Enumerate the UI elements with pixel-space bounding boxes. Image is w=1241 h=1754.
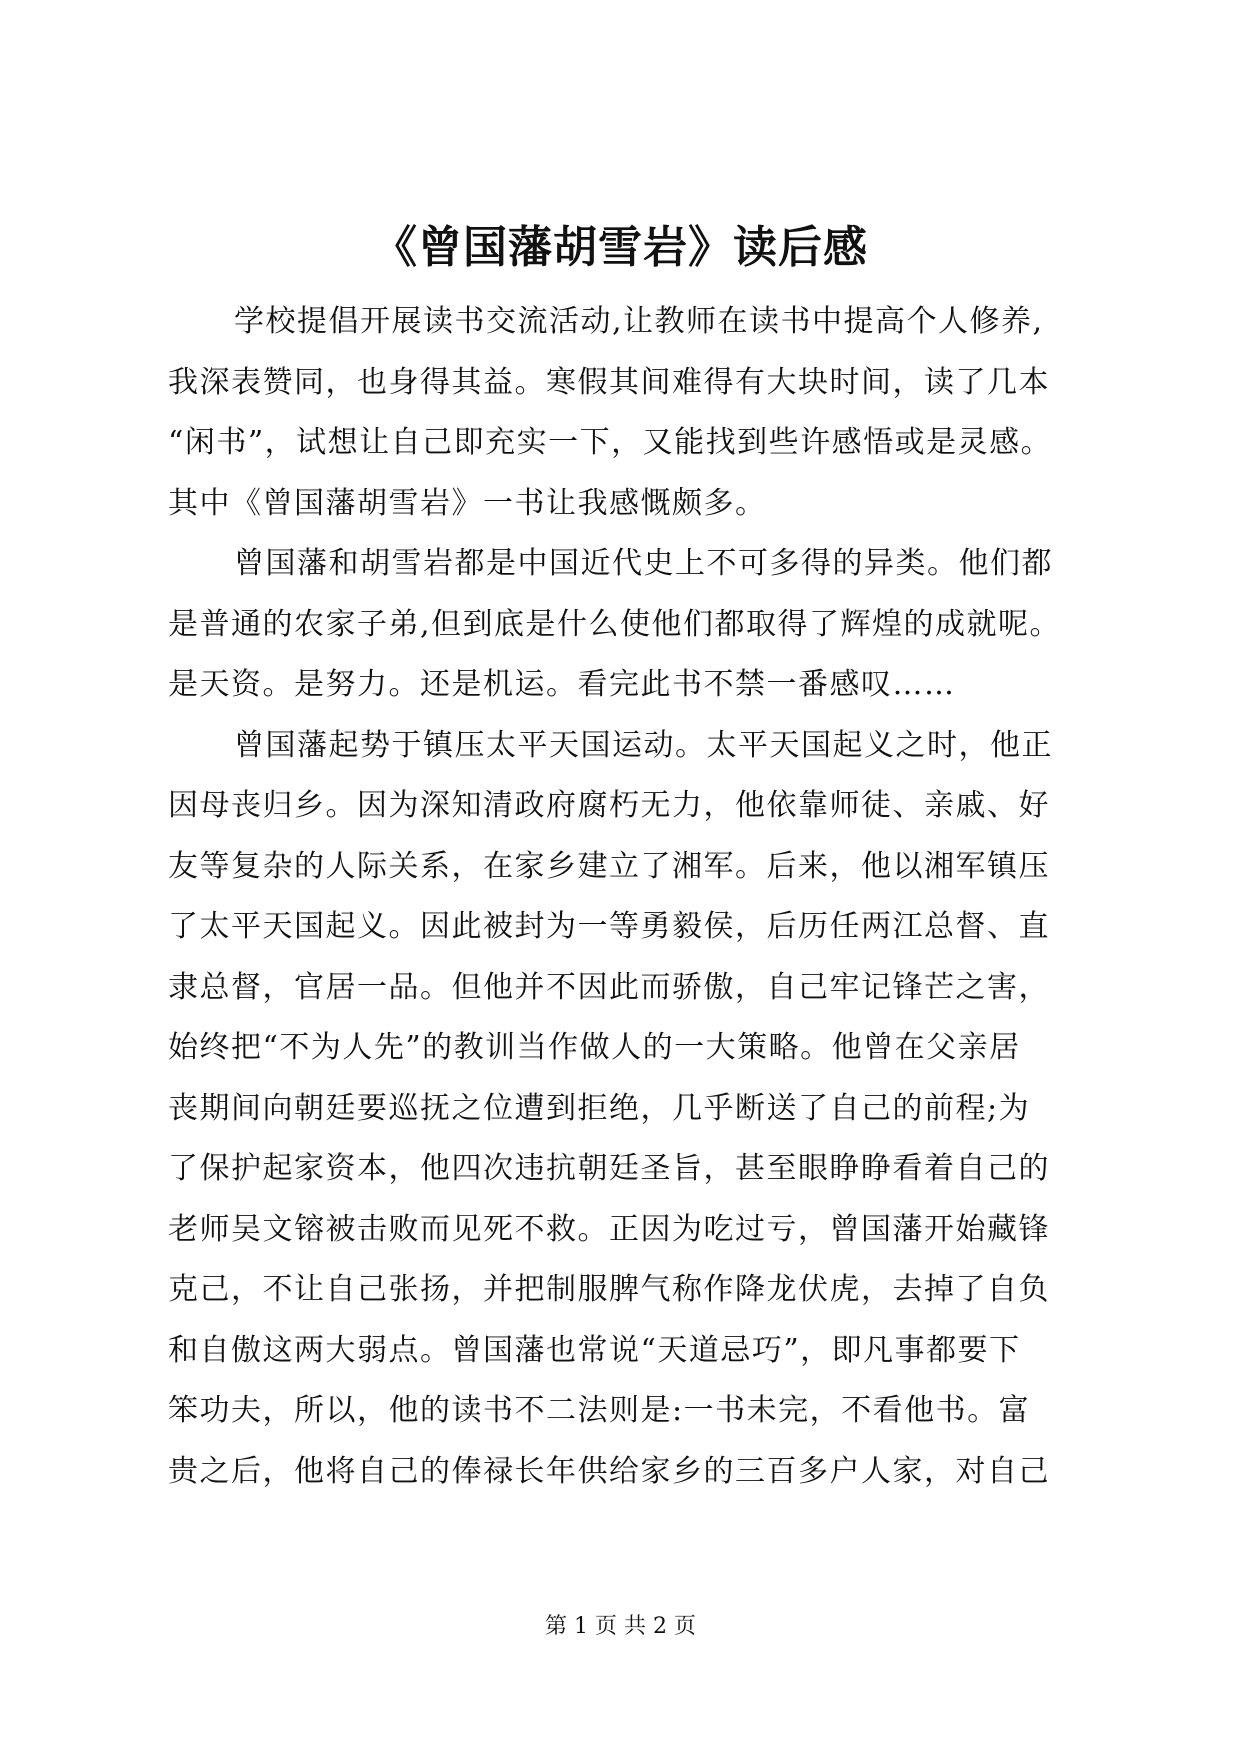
paragraph-1-line-4: 其中《曾国藩胡雪岩》一书让我感慨颇多。 — [168, 485, 767, 521]
paragraph-3-line-1: 曾国藩起势于镇压太平天国运动。太平天国起义之时，他正 — [234, 727, 1053, 763]
paragraph-3-line-7: 丧期间向朝廷要巡抚之位遭到拒绝，几乎断送了自己的前程;为 — [168, 1090, 1031, 1126]
page-footer: 第 1 页 共 2 页 — [545, 1614, 696, 1639]
paragraph-1-line-1: 学校提倡开展读书交流活动,让教师在读书中提高个人修养, — [234, 304, 1044, 339]
paragraph-3-line-13: 贵之后，他将自己的俸禄长年供给家乡的三百多户人家，对自己 — [168, 1453, 1050, 1489]
paragraph-3-line-5: 隶总督，官居一品。但他并不因此而骄傲，自己牢记锋芒之害， — [168, 969, 1050, 1005]
paragraph-3-line-9: 老师吴文镕被击败而见死不救。正因为吃过亏，曾国藩开始藏锋 — [168, 1211, 1050, 1247]
paragraph-3-line-12: 笨功夫，所以，他的读书不二法则是:一书未完，不看他书。富 — [168, 1393, 1031, 1428]
paragraph-3-line-10: 克己，不让自己张扬，并把制服脾气称作降龙伏虎，去掉了自负 — [168, 1272, 1050, 1307]
page-title: 《曾国藩胡雪岩》读后感 — [373, 222, 868, 273]
paragraph-3-line-3: 友等复杂的人际关系，在家乡建立了湘军。后来，他以湘军镇压 — [168, 848, 1050, 884]
paragraph-2-line-3: 是天资。是努力。还是机运。看完此书不禁一番感叹…… — [168, 667, 956, 702]
paragraph-3-line-6: 始终把“不为人先”的教训当作做人的一大策略。他曾在父亲居 — [168, 1030, 1021, 1065]
paragraph-2-line-1: 曾国藩和胡雪岩都是中国近代史上不可多得的异类。他们都 — [234, 546, 1053, 581]
article-body — [168, 292, 1088, 1502]
paragraph-2-line-2: 是普通的农家子弟,但到底是什么使他们都取得了辉煌的成就呢。 — [168, 606, 1062, 642]
paragraph-1-line-3: “闲书”，试想让自己即充实一下，又能找到些许感悟或是灵感。 — [168, 425, 1053, 460]
paragraph-1-line-2: 我深表赞同，也身得其益。寒假其间难得有大块时间，读了几本 — [168, 364, 1050, 400]
paragraph-3-line-4: 了太平天国起义。因此被封为一等勇毅侯，后历任两江总督、直 — [168, 909, 1050, 944]
paragraph-3-line-2: 因母丧归乡。因为深知清政府腐朽无力，他依靠师徒、亲戚、好 — [168, 788, 1050, 823]
paragraph-3-line-11: 和自傲这两大弱点。曾国藩也常说“天道忌巧”，即凡事都要下 — [168, 1332, 1021, 1368]
paragraph-3-line-8: 了保护起家资本，他四次违抗朝廷圣旨，甚至眼睁睁看着自己的 — [168, 1151, 1050, 1186]
